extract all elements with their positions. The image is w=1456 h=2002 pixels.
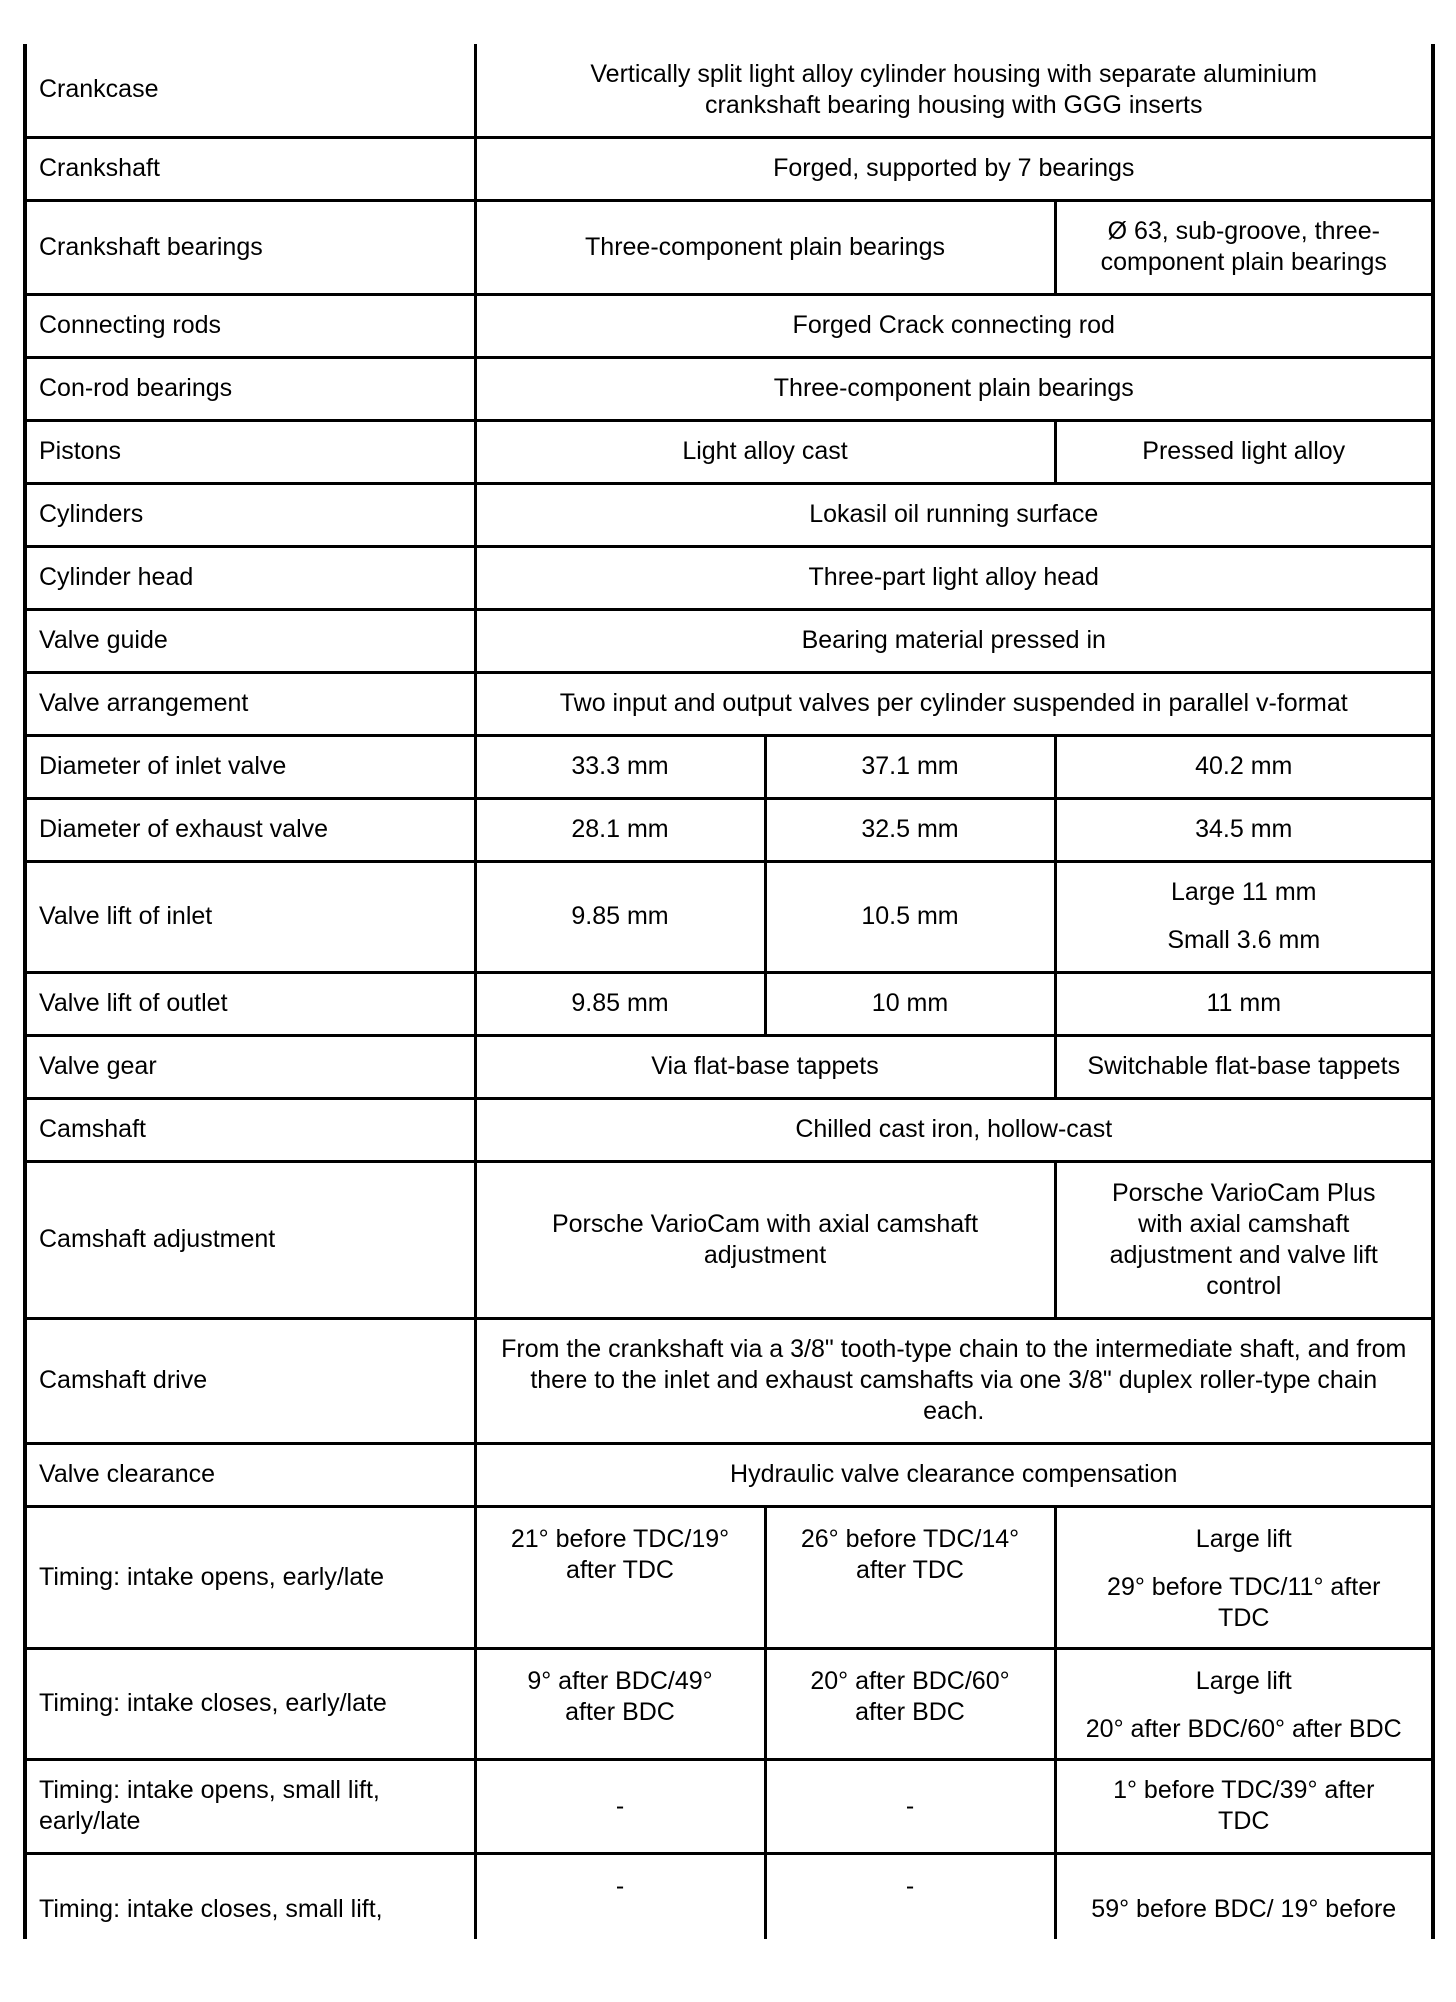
row-value: Hydraulic valve clearance compensation [475,1443,1433,1506]
row-value: Three-part light alloy head [475,546,1433,609]
row-value-col1: 9° after BDC/49° after BDC [475,1648,765,1759]
row-label: Camshaft adjustment [25,1161,475,1318]
table-row [25,200,1433,294]
row-label: Diameter of inlet valve [25,735,475,798]
row-value: Chilled cast iron, hollow-cast [475,1098,1433,1161]
row-value-col3: Switchable flat-base tappets [1055,1035,1433,1098]
table-row [25,137,1433,200]
row-value: From the crankshaft via a 3/8" tooth-type chain to the intermediate shaft, and from there to the inlet and exhaust camshafts via one 3/8" duplex roller-type chain each. [475,1318,1433,1443]
row-label: Valve gear [25,1035,475,1098]
row-value-col3 [1055,1648,1433,1759]
row-value-col1: - [475,1759,765,1853]
row-value-col1: 9.85 mm [475,972,765,1035]
engine-spec-table [23,44,1435,1939]
row-value-col3: 11 mm [1055,972,1433,1035]
row-value-col3 [1055,861,1433,972]
row-label: Crankshaft bearings [25,200,475,294]
row-value-col2: 26° before TDC/14° after TDC [765,1506,1055,1648]
row-value-col3: Porsche VarioCam Plus with axial camshaft adjustment and valve lift control [1055,1161,1433,1318]
valve-lift-small: Small 3.6 mm [1167,926,1321,954]
row-value-col2: - [765,1853,1055,1939]
table-row [25,44,1433,137]
row-value: Three-component plain bearings [475,357,1433,420]
row-value-col3: Ø 63, sub-groove, three-component plain bearings [1055,200,1433,294]
row-label: Connecting rods [25,294,475,357]
row-label: Diameter of exhaust valve [25,798,475,861]
row-value-col2: 20° after BDC/60° after BDC [765,1648,1055,1759]
row-value-merged: Via flat-base tappets [475,1035,1055,1098]
row-label: Valve clearance [25,1443,475,1506]
row-label: Valve guide [25,609,475,672]
row-label: Timing: intake closes, small lift, [25,1853,475,1939]
table-row [25,483,1433,546]
row-label: Timing: intake opens, small lift, early/late [25,1759,475,1853]
row-value-col3: 1° before TDC/39° after TDC [1055,1759,1433,1853]
timing-large-lift-label: Large lift [1195,1524,1292,1553]
table-row [25,1443,1433,1506]
table-row [25,1318,1433,1443]
row-value-col2: - [765,1759,1055,1853]
timing-large-lift-value: 29° before TDC/11° after TDC [1107,1572,1381,1632]
table-row [25,1098,1433,1161]
timing-large-lift-label: Large lift [1195,1666,1292,1695]
table-row [25,861,1433,972]
row-label: Camshaft drive [25,1318,475,1443]
row-label: Crankcase [25,44,475,137]
row-value-col1: 33.3 mm [475,735,765,798]
timing-large-lift-value: 20° after BDC/60° after BDC [1085,1714,1402,1743]
row-value-col2: 10 mm [765,972,1055,1035]
table-row [25,1035,1433,1098]
table-row [25,735,1433,798]
row-label: Pistons [25,420,475,483]
row-label: Crankshaft [25,137,475,200]
table-row [25,546,1433,609]
row-value-col2: 10.5 mm [765,861,1055,972]
row-value-col1: 28.1 mm [475,798,765,861]
table-row [25,420,1433,483]
row-value: Forged, supported by 7 bearings [475,137,1433,200]
row-value-col3 [1055,1506,1433,1648]
row-value-col1: - [475,1853,765,1939]
valve-lift-large: Large 11 mm [1171,878,1317,906]
row-value-col2: 32.5 mm [765,798,1055,861]
table-row [25,798,1433,861]
row-value-col3: 34.5 mm [1055,798,1433,861]
row-value: Forged Crack connecting rod [475,294,1433,357]
table-row [25,1506,1433,1648]
table-row [25,1759,1433,1853]
row-label: Valve lift of outlet [25,972,475,1035]
table-row [25,972,1433,1035]
row-label: Camshaft [25,1098,475,1161]
row-label: Timing: intake closes, early/late [25,1648,475,1759]
row-label: Cylinder head [25,546,475,609]
row-value-col3: Pressed light alloy [1055,420,1433,483]
table-row [25,1853,1433,1939]
row-value: Bearing material pressed in [475,609,1433,672]
row-value-col1: 21° before TDC/19° after TDC [475,1506,765,1648]
row-value-merged: Porsche VarioCam with axial camshaft adjustment [475,1161,1055,1318]
row-value-col3: 40.2 mm [1055,735,1433,798]
table-row [25,294,1433,357]
row-value-col2: 37.1 mm [765,735,1055,798]
row-value-col1: 9.85 mm [475,861,765,972]
row-value-merged: Light alloy cast [475,420,1055,483]
row-label: Con-rod bearings [25,357,475,420]
row-label: Cylinders [25,483,475,546]
row-value: Two input and output valves per cylinder suspended in parallel v-format [475,672,1433,735]
row-value-col3: 59° before BDC/ 19° before [1055,1853,1433,1939]
row-label: Valve lift of inlet [25,861,475,972]
row-value-merged: Three-component plain bearings [475,200,1055,294]
table-row [25,672,1433,735]
table-row [25,1161,1433,1318]
table-row [25,609,1433,672]
row-label: Timing: intake opens, early/late [25,1506,475,1648]
row-value: Vertically split light alloy cylinder housing with separate aluminium crankshaft bearing housing with GGG inserts [475,44,1433,137]
row-value: Lokasil oil running surface [475,483,1433,546]
row-label: Valve arrangement [25,672,475,735]
table-row [25,1648,1433,1759]
table-row [25,357,1433,420]
